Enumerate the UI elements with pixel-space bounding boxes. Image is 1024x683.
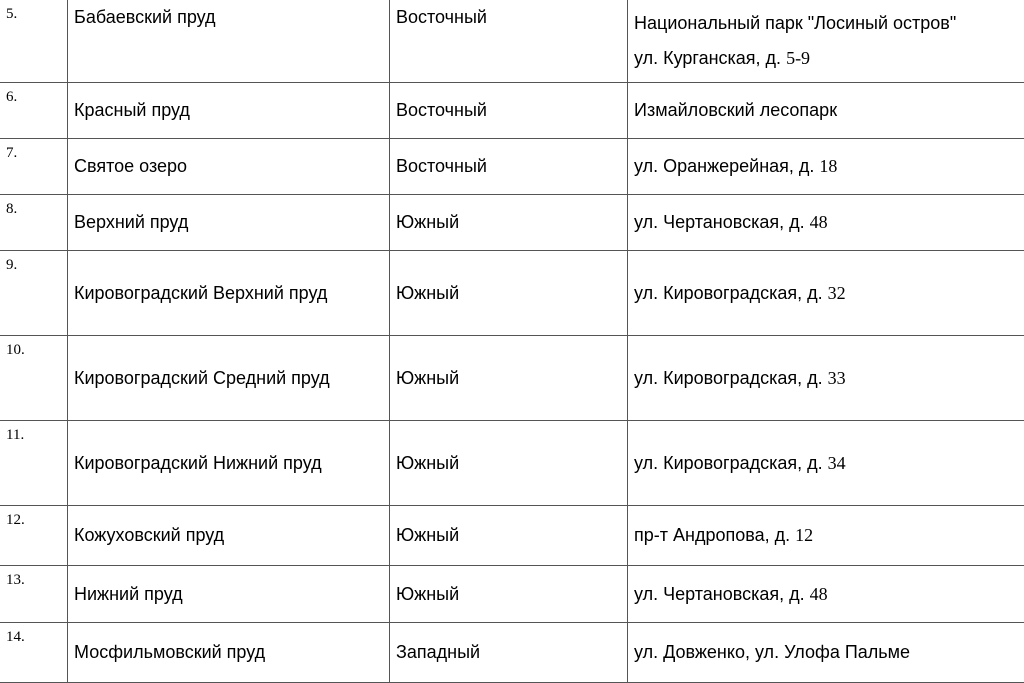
pond-name: Кировоградский Верхний пруд: [68, 251, 390, 336]
district: Южный: [390, 251, 628, 336]
table-row: [0, 336, 1024, 421]
district: Восточный: [390, 0, 628, 83]
table-row: [0, 506, 1024, 566]
district: Южный: [390, 566, 628, 623]
address: ул. Чертановская, д. 48: [628, 195, 1024, 251]
pond-name: Красный пруд: [68, 83, 390, 139]
table-row: [0, 139, 1024, 195]
address: ул. Довженко, ул. Улофа Пальме: [628, 623, 1024, 683]
address: ул. Кировоградская, д. 32: [628, 251, 1024, 336]
row-number: 7.: [0, 139, 68, 195]
table-row: [0, 0, 1024, 83]
row-number: 8.: [0, 195, 68, 251]
district: Южный: [390, 506, 628, 566]
address: ул. Оранжерейная, д. 18: [628, 139, 1024, 195]
address: ул. Кировоградская, д. 34: [628, 421, 1024, 506]
pond-name: Кожуховский пруд: [68, 506, 390, 566]
table-row: [0, 251, 1024, 336]
pond-name: Верхний пруд: [68, 195, 390, 251]
pond-name: Мосфильмовский пруд: [68, 623, 390, 683]
table-row: [0, 421, 1024, 506]
row-number: 11.: [0, 421, 68, 506]
table-row: [0, 195, 1024, 251]
row-number: 12.: [0, 506, 68, 566]
pond-name: Кировоградский Средний пруд: [68, 336, 390, 421]
table-row: [0, 83, 1024, 139]
row-number: 13.: [0, 566, 68, 623]
pond-name: Нижний пруд: [68, 566, 390, 623]
district: Южный: [390, 195, 628, 251]
table-row: [0, 566, 1024, 623]
address: пр-т Андропова, д. 12: [628, 506, 1024, 566]
district: Восточный: [390, 83, 628, 139]
address-line: ул. Курганская, д. 5-9: [634, 41, 1019, 76]
row-number: 14.: [0, 623, 68, 683]
district: Западный: [390, 623, 628, 683]
table-row: [0, 623, 1024, 683]
district: Восточный: [390, 139, 628, 195]
address: ул. Чертановская, д. 48: [628, 566, 1024, 623]
district: Южный: [390, 336, 628, 421]
address: [628, 0, 1024, 83]
row-number: 9.: [0, 251, 68, 336]
pond-name: Кировоградский Нижний пруд: [68, 421, 390, 506]
row-number: 10.: [0, 336, 68, 421]
address: Измайловский лесопарк: [628, 83, 1024, 139]
pond-name: Бабаевский пруд: [68, 0, 390, 83]
district: Южный: [390, 421, 628, 506]
row-number: 6.: [0, 83, 68, 139]
pond-name: Святое озеро: [68, 139, 390, 195]
address-line: Национальный парк "Лосиный остров": [634, 6, 1019, 41]
row-number: 5.: [0, 0, 68, 83]
address: ул. Кировоградская, д. 33: [628, 336, 1024, 421]
